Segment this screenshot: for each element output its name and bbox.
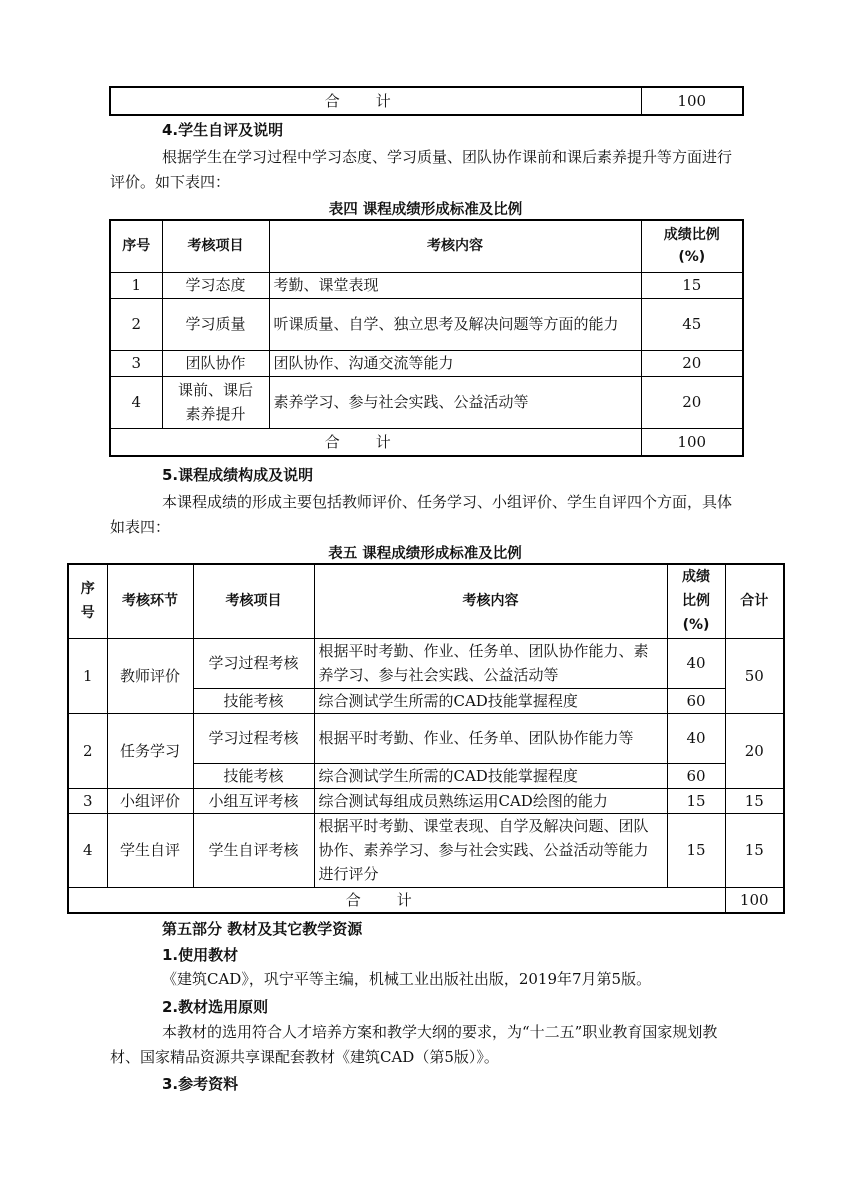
row-ratio: 20: [641, 376, 743, 428]
table4-header-row: [110, 220, 743, 272]
total-value: 100: [725, 887, 784, 913]
row-item: 课前、课后素养提升: [162, 376, 269, 428]
row-content: 综合测试学生所需的CAD技能掌握程度: [314, 763, 667, 788]
total-label: 合计: [110, 428, 641, 456]
row-content: 考勤、课堂表现: [269, 272, 641, 298]
row-ratio: 15: [641, 272, 743, 298]
row-content: 根据平时考勤、课堂表现、自学及解决问题、团队协作、素养学习、参与社会实践、公益活动等能力进行评分: [314, 813, 667, 887]
row-item: 学习过程考核: [193, 638, 314, 688]
row-no: 2: [110, 298, 162, 350]
row-content: 根据平时考勤、作业、任务单、团队协作能力、素养学习、参与社会实践、公益活动等: [314, 638, 667, 688]
table5-caption: 表五 课程成绩形成标准及比例: [328, 546, 522, 562]
row-no: 1: [110, 272, 162, 298]
row-content: 综合测试学生所需的CAD技能掌握程度: [314, 688, 667, 713]
total-label: 合计: [68, 887, 725, 913]
row-link: 任务学习: [107, 713, 193, 788]
row-item: 学习态度: [162, 272, 269, 298]
total-value: 100: [641, 87, 743, 115]
table5-header-row: [68, 564, 784, 638]
row-content: 团队协作、沟通交流等能力: [269, 350, 641, 376]
row-ratio: 20: [641, 350, 743, 376]
row-ratio: 40: [667, 638, 725, 688]
section5-heading: 5.课程成绩构成及说明: [162, 466, 314, 484]
table-row: [110, 272, 743, 298]
row-no: 4: [68, 813, 107, 887]
row-link: 学生自评: [107, 813, 193, 887]
row-item: 团队协作: [162, 350, 269, 376]
table-row: [110, 298, 743, 350]
row-item: 技能考核: [193, 688, 314, 713]
row-content: 综合测试每组成员熟练运用CAD绘图的能力: [314, 788, 667, 813]
row-link: 教师评价: [107, 638, 193, 713]
row-item: 学习过程考核: [193, 713, 314, 763]
part5-paragraph-2: 本教材的选用符合人才培养方案和教学大纲的要求，为“十二五”职业教育国家规划教材、国家精品资源共享课配套教材《建筑CAD（第5版）》。: [110, 1023, 718, 1066]
row-content: 根据平时考勤、作业、任务单、团队协作能力等: [314, 713, 667, 763]
part5-heading-1: 1.使用教材: [162, 946, 239, 964]
table4-caption: 表四 课程成绩形成标准及比例: [328, 202, 523, 218]
header-ratio: 成绩比例(%): [641, 220, 743, 272]
row-ratio: 45: [641, 298, 743, 350]
row-item: 学习质量: [162, 298, 269, 350]
table4-total-row: [110, 428, 743, 456]
part5-heading-2: 2.教材选用原则: [162, 998, 269, 1016]
section5-paragraph: 本课程成绩的形成主要包括教师评价、任务学习、小组评价、学生自评四个方面，具体如表四：: [110, 493, 733, 536]
table-row: [110, 350, 743, 376]
row-ratio: 60: [667, 763, 725, 788]
row-content: 素养学习、参与社会实践、公益活动等: [269, 376, 641, 428]
header-no: 序号: [68, 564, 107, 638]
header-ratio: 成绩比例(%): [667, 564, 725, 638]
section4-paragraph: 根据学生在学习过程中学习态度、学习质量、团队协作课前和课后素养提升等方面进行评价。如下表四：: [110, 148, 733, 191]
part5-heading-3: 3.参考资料: [162, 1075, 239, 1093]
table4: [109, 219, 744, 457]
row-no: 4: [110, 376, 162, 428]
table5: [67, 563, 785, 914]
header-content: 考核内容: [314, 564, 667, 638]
row-ratio: 40: [667, 713, 725, 763]
row-sum: 50: [725, 638, 784, 713]
table-row: [68, 638, 784, 688]
row-item: 小组互评考核: [193, 788, 314, 813]
row-no: 3: [68, 788, 107, 813]
previous-table-total: [109, 86, 744, 116]
header-item: 考核项目: [162, 220, 269, 272]
row-content: 听课质量、自学、独立思考及解决问题等方面的能力: [269, 298, 641, 350]
section4-heading: 4.学生自评及说明: [162, 121, 284, 139]
row-no: 2: [68, 713, 107, 788]
row-no: 1: [68, 638, 107, 713]
row-sum: 20: [725, 713, 784, 788]
header-content: 考核内容: [269, 220, 641, 272]
table-row: [68, 788, 784, 813]
row-item: 学生自评考核: [193, 813, 314, 887]
row-ratio: 60: [667, 688, 725, 713]
row-ratio: 15: [667, 813, 725, 887]
table-row: [68, 713, 784, 763]
row-link: 小组评价: [107, 788, 193, 813]
part5-title: 第五部分 教材及其它教学资源: [162, 920, 363, 938]
header-item: 考核项目: [193, 564, 314, 638]
row-ratio: 15: [667, 788, 725, 813]
header-sum: 合计: [725, 564, 784, 638]
row-no: 3: [110, 350, 162, 376]
row-item: 技能考核: [193, 763, 314, 788]
table-row: [68, 813, 784, 887]
table-row: [110, 376, 743, 428]
header-link: 考核环节: [107, 564, 193, 638]
row-sum: 15: [725, 788, 784, 813]
header-no: 序号: [110, 220, 162, 272]
row-sum: 15: [725, 813, 784, 887]
total-label: 合计: [110, 87, 641, 115]
table5-total-row: [68, 887, 784, 913]
part5-paragraph-1: 《建筑CAD》，巩宁平等主编，机械工业出版社出版，2019年7月第5版。: [162, 970, 652, 988]
total-value: 100: [641, 428, 743, 456]
